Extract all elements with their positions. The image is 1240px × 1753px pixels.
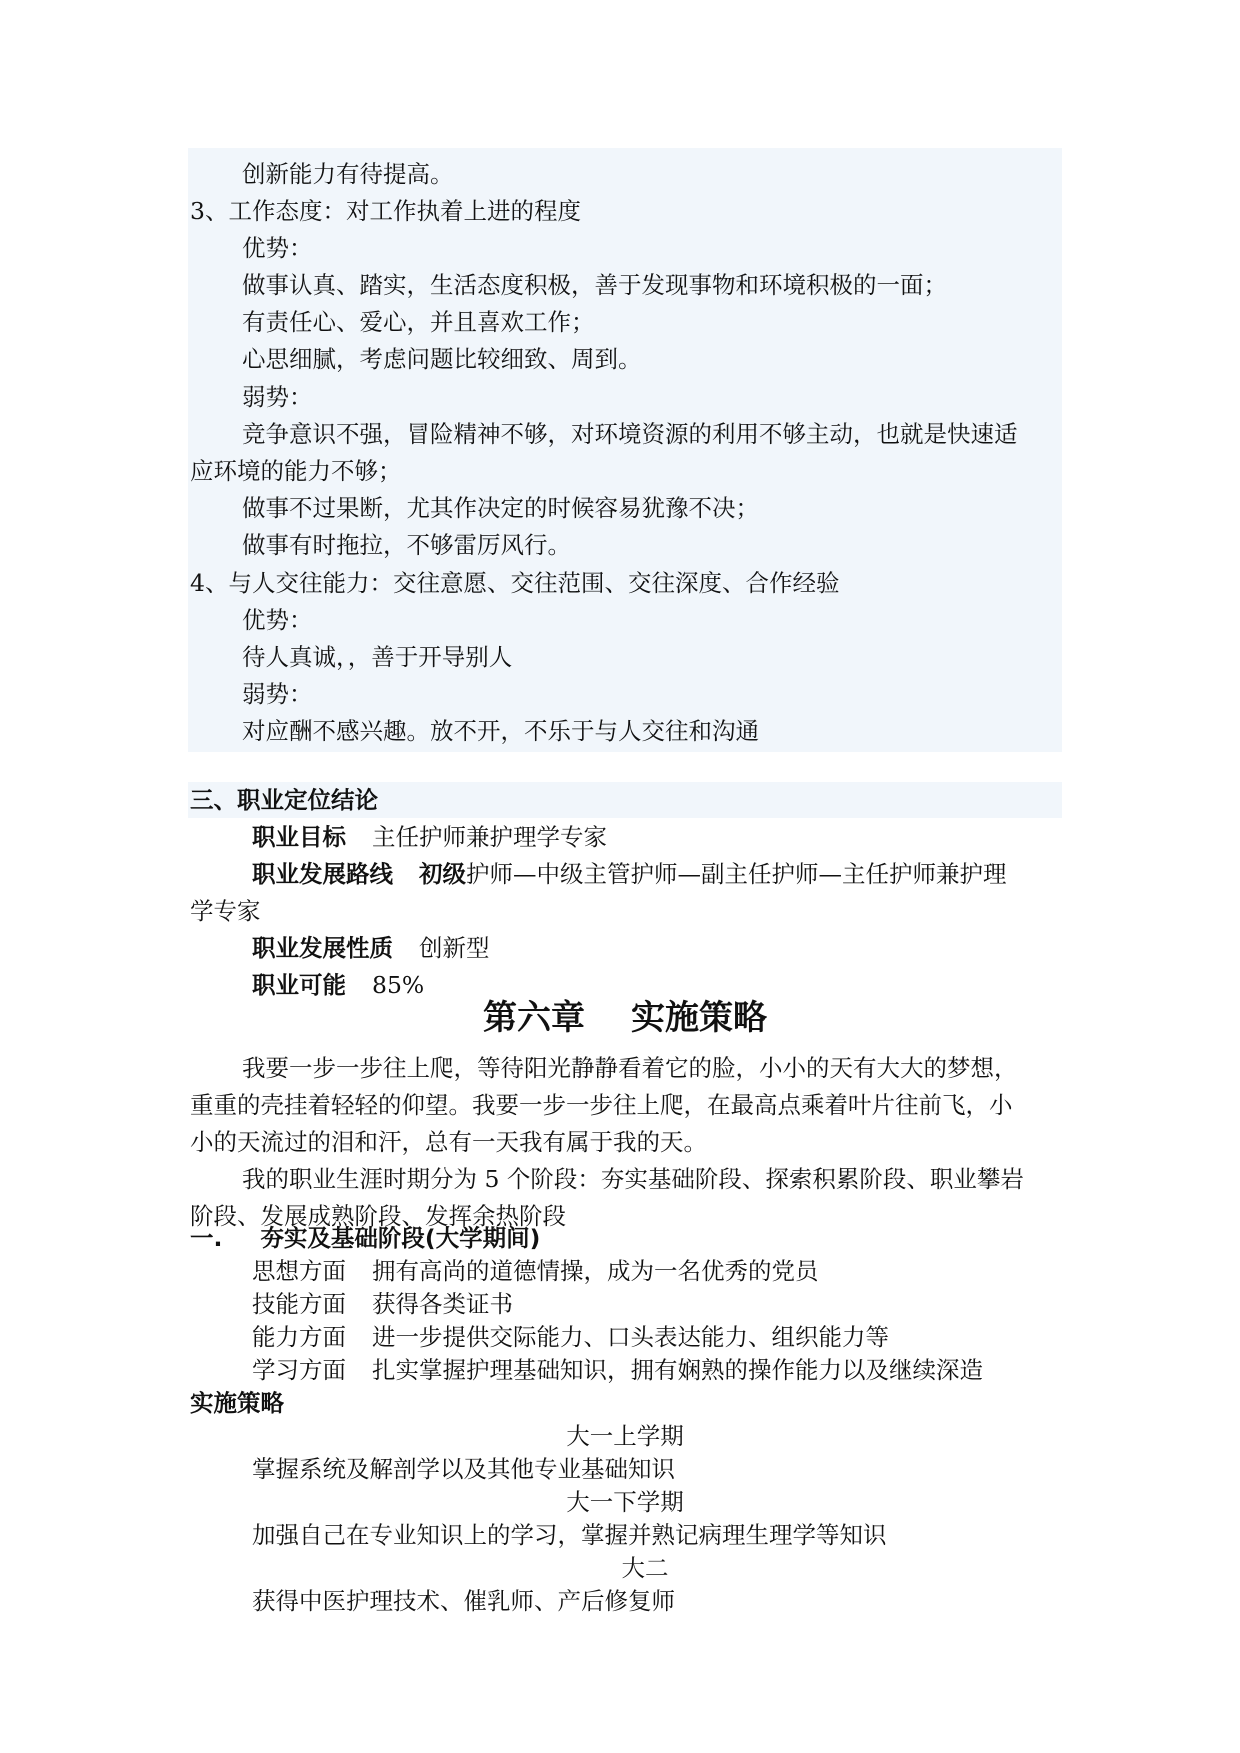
work-attitude-strength-2: 有责任心、爱心，并且喜欢工作； <box>242 308 595 336</box>
social-ability-strength-label: 优势： <box>242 606 313 634</box>
social-ability-strength-1: 待人真诚，，善于开导别人 <box>242 643 513 671</box>
career-path-row <box>190 856 1122 892</box>
stage-one-item-value: 扎实掌握护理基础知识，拥有娴熟的操作能力以及继续深造 <box>372 1356 983 1384</box>
social-ability-weakness-label: 弱势： <box>242 680 313 708</box>
chapter-title <box>190 996 1060 1040</box>
stage-one-item-3 <box>190 1319 1122 1355</box>
strategy-term-2-text: 加强自己在专业知识上的学习，掌握并熟记病理生理学等知识 <box>252 1521 887 1549</box>
work-attitude-strength-label: 优势： <box>242 234 313 262</box>
chapter-name: 实施策略 <box>631 998 767 1038</box>
career-nature-label: 职业发展性质 <box>252 934 393 962</box>
career-possibility-value: 85% <box>372 971 425 999</box>
career-path-bold: 初级 <box>419 860 466 888</box>
stage-one-item-2 <box>190 1286 1122 1322</box>
career-goal-label: 职业目标 <box>252 823 346 851</box>
weakness-continued-text: 创新能力有待提高。 <box>242 160 454 188</box>
stage-one-item-label: 思想方面 <box>252 1257 346 1285</box>
chapter-number: 第六章 <box>483 998 585 1038</box>
career-nature-row <box>190 930 1122 966</box>
social-ability-heading: 4、与人交往能力：交往意愿、交往范围、交往深度、合作经验 <box>190 569 840 597</box>
strategy-term-3-text: 获得中医护理技术、催乳师、产后修复师 <box>252 1587 675 1615</box>
intro-paragraph-2b: 阶段、发展成熟阶段、发挥余热阶段 <box>190 1202 566 1230</box>
stage-one-item-label: 能力方面 <box>252 1323 346 1351</box>
stage-one-item-1 <box>190 1253 1122 1289</box>
stage-one-item-4 <box>190 1352 1122 1388</box>
stage-one-item-value: 获得各类证书 <box>372 1290 513 1318</box>
intro-paragraph-1a: 我要一步一步往上爬，等待阳光静静看着它的脸，小小的天有大大的梦想， <box>242 1054 1018 1082</box>
career-path-continued: 学专家 <box>190 897 261 925</box>
career-goal-value: 主任护师兼护理学专家 <box>372 823 607 851</box>
strategy-term-1-title: 大一上学期 <box>566 1422 684 1450</box>
stage-one-item-value: 进一步提供交际能力、口头表达能力、组织能力等 <box>372 1323 889 1351</box>
stage-one-title: 夯实及基础阶段(大学期间) <box>260 1224 541 1252</box>
stage-one-heading <box>190 1220 1060 1256</box>
strategy-term-1-text: 掌握系统及解剖学以及其他专业基础知识 <box>252 1455 675 1483</box>
career-path-label: 职业发展路线 <box>252 860 393 888</box>
work-attitude-weakness-3: 做事有时拖拉，不够雷厉风行。 <box>242 531 571 559</box>
work-attitude-weakness-1a: 竞争意识不强，冒险精神不够，对环境资源的利用不够主动，也就是快速适 <box>242 420 1018 448</box>
work-attitude-strength-3: 心思细腻，考虑问题比较细致、周到。 <box>242 345 642 373</box>
intro-paragraph-1b: 重重的壳挂着轻轻的仰望。我要一步一步往上爬，在最高点乘着叶片往前飞，小 <box>190 1091 1013 1119</box>
career-nature-value: 创新型 <box>419 934 490 962</box>
work-attitude-weakness-2: 做事不过果断，尤其作决定的时候容易犹豫不决； <box>242 494 759 522</box>
intro-paragraph-1c: 小的天流过的泪和汗，总有一天我有属于我的天。 <box>190 1128 707 1156</box>
career-goal-row <box>190 819 1122 855</box>
stage-one-item-value: 拥有高尚的道德情操，成为一名优秀的党员 <box>372 1257 819 1285</box>
social-ability-weakness-1: 对应酬不感兴趣。放不开，不乐于与人交往和沟通 <box>242 717 759 745</box>
career-conclusion-heading: 三、职业定位结论 <box>190 786 378 814</box>
work-attitude-strength-1: 做事认真、踏实，生活态度积极，善于发现事物和环境积极的一面； <box>242 271 947 299</box>
strategy-term-3-title: 大二 <box>621 1554 669 1582</box>
work-attitude-weakness-1b: 应环境的能力不够； <box>190 457 402 485</box>
stage-one-item-label: 技能方面 <box>252 1290 346 1318</box>
stage-one-number: 一. <box>190 1224 223 1252</box>
strategy-heading: 实施策略 <box>190 1389 284 1417</box>
work-attitude-heading: 3、工作态度：对工作执着上进的程度 <box>190 197 581 225</box>
strategy-term-2-title: 大一下学期 <box>566 1488 684 1516</box>
career-possibility-label: 职业可能 <box>252 971 346 999</box>
work-attitude-weakness-label: 弱势： <box>242 383 313 411</box>
intro-paragraph-2a: 我的职业生涯时期分为 5 个阶段：夯实基础阶段、探索积累阶段、职业攀岩 <box>242 1165 1024 1193</box>
stage-one-item-label: 学习方面 <box>252 1356 346 1384</box>
career-path-value: 护师—中级主管护师—副主任护师—主任护师兼护理 <box>466 860 1007 888</box>
